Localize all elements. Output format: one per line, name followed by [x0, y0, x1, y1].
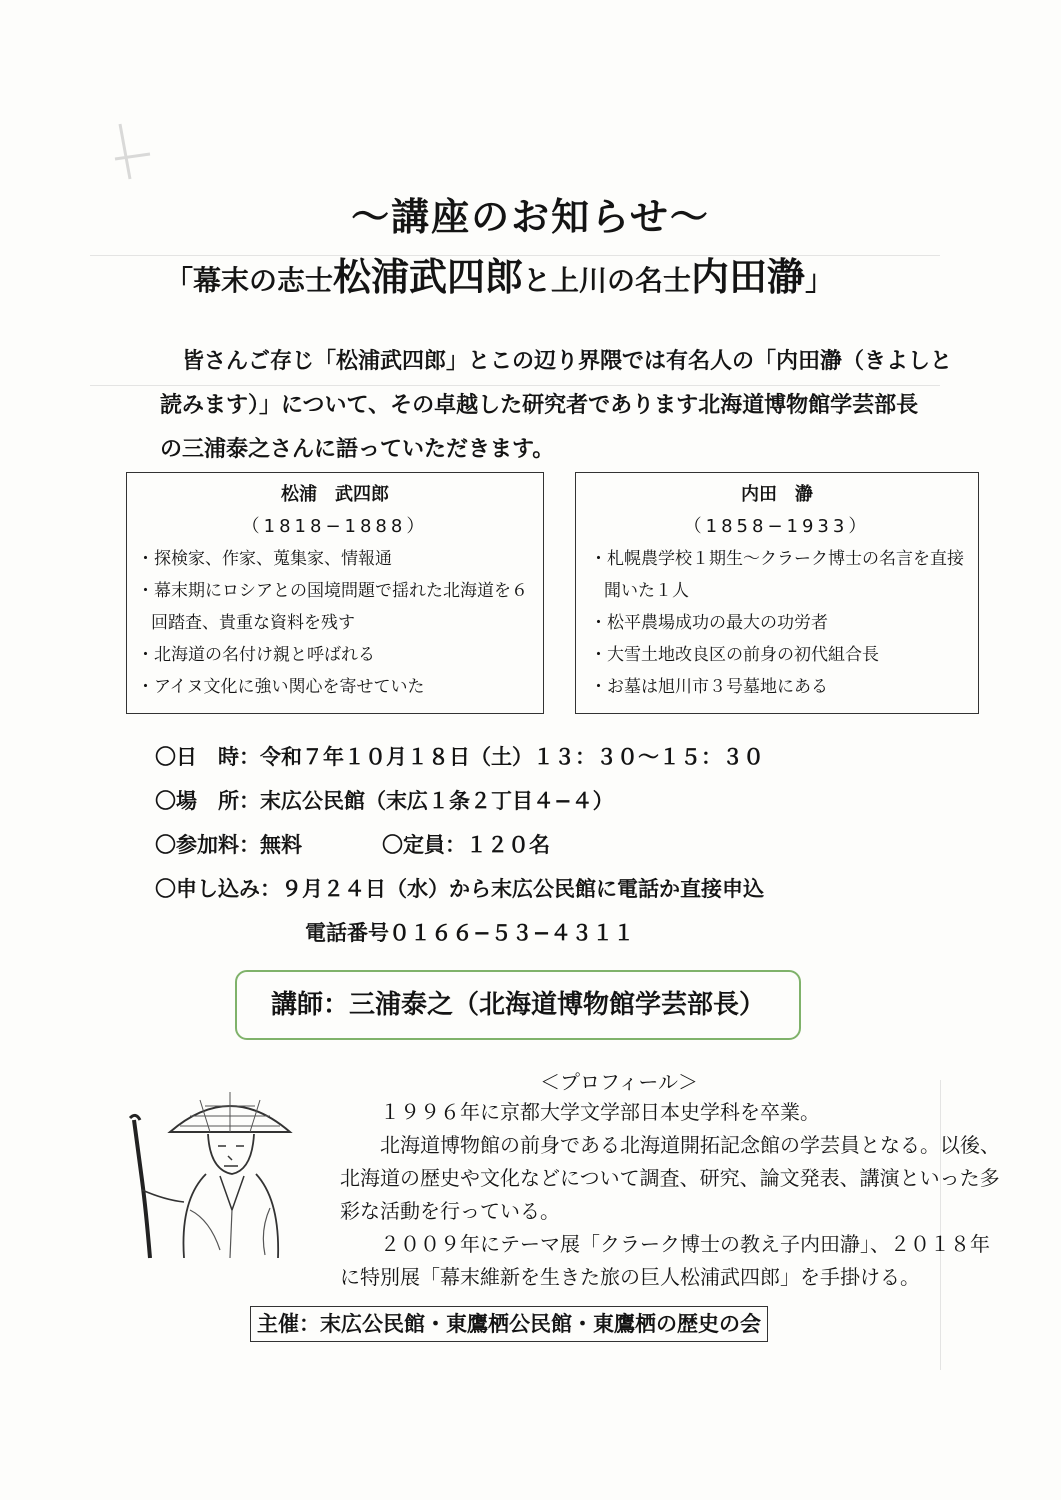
profile-paragraph: １９９６年に京都大学文学部日本史学科を卒業。 — [380, 1100, 820, 1124]
bio-item: ・探検家、作家、蒐集家、情報通 — [137, 549, 392, 569]
bio-item: ・アイヌ文化に強い関心を寄せていた — [137, 677, 425, 697]
detail-phone: 電話番号０１６６−５３−４３１１ — [305, 921, 635, 945]
lecture-title-part: 」 — [805, 264, 834, 297]
intro-line: 読みます）」について、その卓越した研究者であります北海道博物館学芸部長 — [160, 393, 919, 418]
detail-fee-capacity — [155, 823, 985, 867]
lecture-title-name: 内田瀞 — [691, 255, 806, 299]
bio-item: ・北海道の名付け親と呼ばれる — [137, 645, 375, 665]
bio-box-matsuura — [126, 472, 544, 714]
detail-datetime: 〇日 時：令和７年１０月１８日（土）１３：３０～１５：３０ — [155, 745, 764, 769]
bio-item: ・大雪土地改良区の前身の初代組合長 — [590, 645, 879, 665]
detail-apply: 〇申し込み：９月２４日（水）から末広公民館に電話か直接申込 — [155, 877, 764, 901]
profile-paragraph: ２００９年にテーマ展「クラーク博士の教え子内田瀞」、２０１８年に特別展「幕末維新を生きた旅の巨人松浦武四郎」を手掛ける。 — [340, 1232, 990, 1289]
intro-line: の三浦泰之さんに語っていただきます。 — [160, 437, 555, 462]
bio-years: （1818−1888） — [241, 516, 429, 537]
detail-fee: 〇参加料：無料 — [155, 833, 302, 857]
bio-item: ・松平農場成功の最大の功労者 — [590, 613, 828, 633]
bio-box-uchida — [575, 472, 979, 714]
show-through-mark — [100, 110, 320, 184]
bio-item: ・お墓は旭川市３号墓地にある — [590, 677, 828, 697]
event-details — [155, 735, 985, 955]
page-title: ～講座のお知らせ～ — [351, 195, 710, 239]
bio-name: 内田 瀞 — [741, 484, 813, 505]
lecture-title-name: 松浦武四郎 — [333, 255, 524, 299]
lecture-title — [165, 246, 925, 301]
lecture-title-part: と上川の名士 — [523, 264, 692, 297]
profile-paragraph: 北海道博物館の前身である北海道開拓記念館の学芸員となる。以後、北海道の歴史や文化などについて調査、研究、論文発表、講演といった多彩な活動を行っている。 — [340, 1133, 1000, 1223]
intro-paragraph — [160, 340, 990, 472]
detail-venue: 〇場 所：末広公民館（末広１条２丁目４−４） — [155, 789, 614, 813]
profile-text — [340, 1096, 1000, 1294]
lecture-title-part: 「幕末の志士 — [165, 264, 334, 297]
bio-item: ・札幌農学校１期生～クラーク博士の名言を直接聞いた１人 — [590, 549, 964, 601]
matsuura-portrait-illustration — [120, 1090, 335, 1260]
lecturer-banner: 講師：三浦泰之（北海道博物館学芸部長） — [235, 970, 801, 1040]
intro-line: 皆さんご存じ「松浦武四郎」とこの辺り界隈では有名人の「内田瀞（きよしと — [182, 349, 953, 374]
detail-capacity: 〇定員：１２０名 — [382, 833, 550, 857]
organizer-label: 主催：末広公民館・東鷹栖公民館・東鷹栖の歴史の会 — [250, 1306, 768, 1342]
profile-heading: ＜プロフィール＞ — [540, 1070, 698, 1094]
bio-name: 松浦 武四郎 — [281, 484, 389, 505]
bio-item: ・幕末期にロシアとの国境問題で揺れた北海道を６回踏査、貴重な資料を残す — [137, 581, 528, 633]
bio-years: （1858−1933） — [683, 516, 871, 537]
